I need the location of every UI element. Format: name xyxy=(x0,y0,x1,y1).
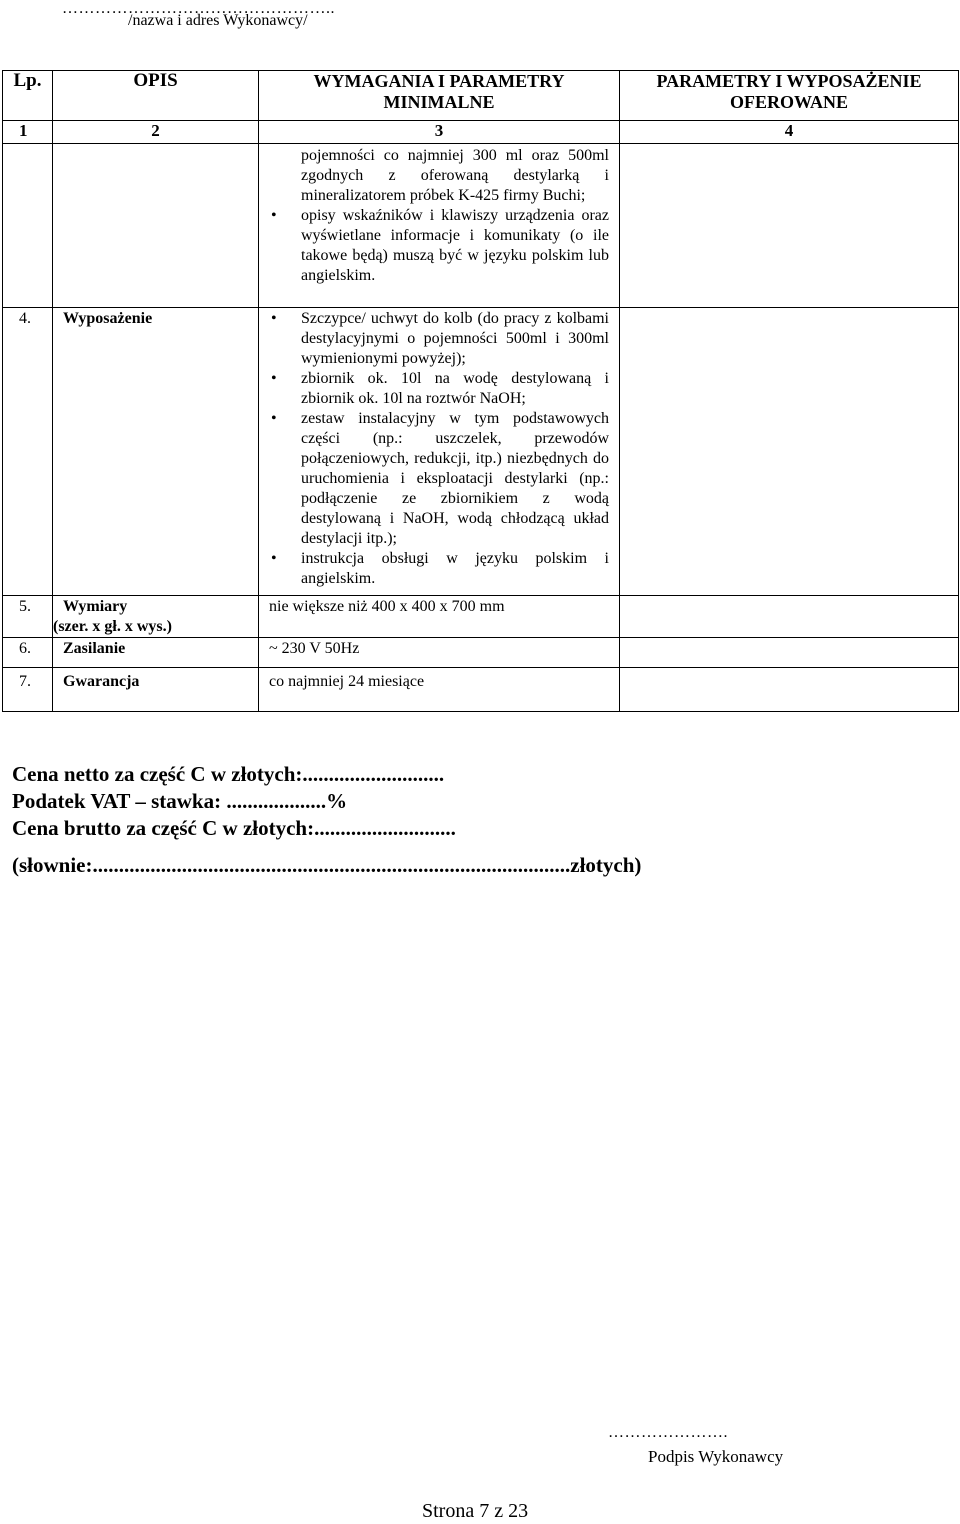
requirements-cell: co najmniej 24 miesiące xyxy=(259,668,620,712)
opis-cell xyxy=(53,596,259,638)
opis-cell: Zasilanie xyxy=(53,638,259,668)
signature-dotted-line: …………………. xyxy=(608,1424,728,1441)
price-in-words: (słownie:...........................................................................................złotych) xyxy=(12,853,642,877)
offered-cell xyxy=(620,668,959,712)
table-row xyxy=(3,596,959,638)
lp-cell: 7. xyxy=(3,668,53,712)
list-item: • Szczypce/ uchwyt do kolb (do pracy z kolbami destylacyjnymi o pojemności 500ml i 300ml wymienionymi powyżej); xyxy=(301,309,609,369)
price-brutto: Cena brutto za część C w złotych:........................... xyxy=(12,816,456,840)
header-wymagania: WYMAGANIA I PARAMETRY MINIMALNE xyxy=(259,71,620,121)
requirement-list xyxy=(259,206,619,286)
opis-cell: Gwarancja xyxy=(53,668,259,712)
list-item: • opisy wskaźników i klawiszy urządzenia oraz wyświetlane informacje i komunikaty (o ile takowe będą) muszą być w języku polskim lub angielskim. xyxy=(301,206,609,286)
column-number: 2 xyxy=(53,121,259,144)
price-vat: Podatek VAT – stawka: ...................% xyxy=(12,789,348,813)
contractor-name-caption: /nazwa i adres Wykonawcy/ xyxy=(128,12,308,29)
lp-cell: 4. xyxy=(3,308,53,596)
list-item: • zbiornik ok. 10l na wodę destylowaną i zbiornik ok. 10l na roztwór NaOH; xyxy=(301,369,609,409)
opis-title: Wymiary xyxy=(63,598,128,615)
offered-cell xyxy=(620,596,959,638)
page-number: Strona 7 z 23 xyxy=(422,1500,529,1522)
price-netto: Cena netto za część C w złotych:........................... xyxy=(12,762,445,786)
requirements-cell xyxy=(259,144,620,308)
opis-cell: Wyposażenie xyxy=(53,308,259,596)
requirements-cell xyxy=(259,308,620,596)
table-row xyxy=(3,668,959,712)
list-item: • instrukcja obsługi w języku polskim i angielskim. xyxy=(301,549,609,589)
column-number: 3 xyxy=(259,121,620,144)
opis-subtitle: (szer. x gł. x wys.) xyxy=(53,618,172,635)
signature-caption: Podpis Wykonawcy xyxy=(648,1447,784,1466)
name-dotted-line: ………………………………………….. xyxy=(62,0,335,17)
table-row xyxy=(3,638,959,668)
opis-cell xyxy=(53,144,259,308)
lp-cell: 6. xyxy=(3,638,53,668)
requirement-text: pojemności co najmniej 300 ml oraz 500ml zgodnych z oferowaną destylarką i mineralizatorem próbek K-425 firmy Buchi; xyxy=(301,147,609,204)
header-parametry: PARAMETRY I WYPOSAŻENIE OFEROWANE xyxy=(620,71,959,121)
specification-table xyxy=(2,70,959,712)
table-header-row xyxy=(3,71,959,121)
table-row xyxy=(3,144,959,308)
requirements-cell: ~ 230 V 50Hz xyxy=(259,638,620,668)
lp-cell xyxy=(3,144,53,308)
offered-cell xyxy=(620,308,959,596)
lp-cell: 5. xyxy=(3,596,53,638)
column-numbers-row xyxy=(3,121,959,144)
list-item: • zestaw instalacyjny w tym podstawowych części (np.: uszczelek, przewodów połączeniowych, redukcji, itp.) niezbędnych do uruchomienia i eksploatacji destylarki (np.: podłączenie ze zbiornikiem z wodą destylowaną i NaOH, wodą chłodzącą układ destylacji itp.); xyxy=(301,409,609,549)
offered-cell xyxy=(620,638,959,668)
requirement-list xyxy=(259,309,619,589)
header-opis: OPIS xyxy=(53,71,259,121)
column-number: 1 xyxy=(3,121,53,144)
offered-cell xyxy=(620,144,959,308)
table-row xyxy=(3,308,959,596)
header-lp: Lp. xyxy=(3,71,53,121)
column-number: 4 xyxy=(620,121,959,144)
requirements-cell: nie większe niż 400 x 400 x 700 mm xyxy=(259,596,620,638)
